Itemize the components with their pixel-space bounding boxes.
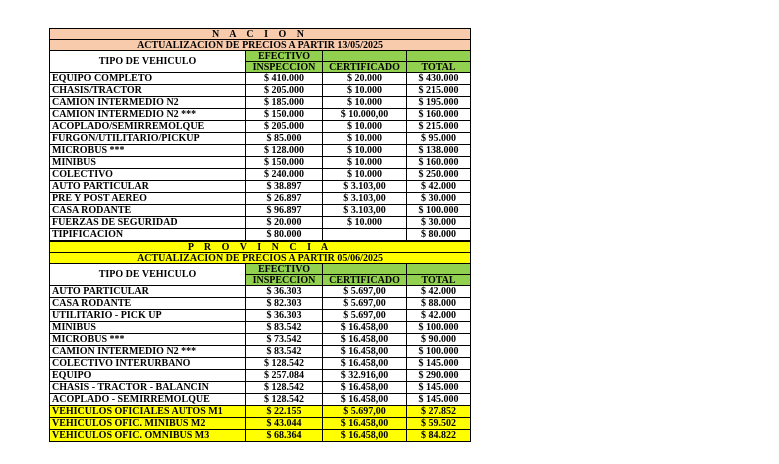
nacion-table-row <box>50 217 471 229</box>
inspeccion-cell: $ 150.000 <box>246 109 323 121</box>
provincia-table-row <box>50 334 471 346</box>
vehicle-cell: FURGON/UTILITARIO/PICKUP <box>50 133 246 145</box>
certificado-cell: $ 32.916,00 <box>323 370 407 382</box>
vehicle-cell: TIPIFICACION <box>50 229 246 241</box>
nacion-vehicle-header: TIPO DE VEHICULO <box>50 51 246 73</box>
inspeccion-cell: $ 26.897 <box>246 193 323 205</box>
vehicle-cell: MICROBUS *** <box>50 145 246 157</box>
inspeccion-cell: $ 73.542 <box>246 334 323 346</box>
total-cell: $ 195.000 <box>407 97 471 109</box>
nacion-subtitle: ACTUALIZACION DE PRECIOS A PARTIR 13/05/2025 <box>50 40 471 51</box>
nacion-table <box>49 28 471 241</box>
total-cell: $ 215.000 <box>407 85 471 97</box>
certificado-cell: $ 10.000 <box>323 157 407 169</box>
nacion-table-row <box>50 145 471 157</box>
inspeccion-cell: $ 128.542 <box>246 358 323 370</box>
inspeccion-cell: $ 82.303 <box>246 298 323 310</box>
price-sheet <box>49 28 470 442</box>
provincia-table-row <box>50 286 471 298</box>
inspeccion-cell: $ 205.000 <box>246 121 323 133</box>
certificado-cell <box>323 229 407 241</box>
vehicle-cell: ACOPLADO/SEMIRREMOLQUE <box>50 121 246 133</box>
total-cell: $ 145.000 <box>407 382 471 394</box>
vehicle-cell: FUERZAS DE SEGURIDAD <box>50 217 246 229</box>
provincia-table-row <box>50 394 471 406</box>
vehicle-cell: VEHICULOS OFIC. MINIBUS M2 <box>50 418 246 430</box>
inspeccion-cell: $ 150.000 <box>246 157 323 169</box>
total-cell: $ 138.000 <box>407 145 471 157</box>
certificado-cell: $ 16.458,00 <box>323 394 407 406</box>
vehicle-cell: CHASIS - TRACTOR - BALANCIN <box>50 382 246 394</box>
total-cell: $ 30.000 <box>407 217 471 229</box>
certificado-cell: $ 16.458,00 <box>323 346 407 358</box>
total-cell: $ 95.000 <box>407 133 471 145</box>
total-cell: $ 42.000 <box>407 181 471 193</box>
total-cell: $ 88.000 <box>407 298 471 310</box>
vehicle-cell: VEHICULOS OFIC. OMNIBUS M3 <box>50 430 246 442</box>
total-cell: $ 430.000 <box>407 73 471 85</box>
provincia-table-row <box>50 346 471 358</box>
certificado-cell: $ 16.458,00 <box>323 334 407 346</box>
certificado-cell: $ 10.000 <box>323 121 407 133</box>
vehicle-cell: CHASIS/TRACTOR <box>50 85 246 97</box>
nacion-table-row <box>50 193 471 205</box>
total-cell: $ 59.502 <box>407 418 471 430</box>
inspeccion-cell: $ 83.542 <box>246 346 323 358</box>
provincia-title: P R O V I N C I A <box>50 242 471 253</box>
vehicle-cell: MICROBUS *** <box>50 334 246 346</box>
certificado-cell: $ 3.103,00 <box>323 205 407 217</box>
certificado-cell: $ 16.458,00 <box>323 382 407 394</box>
nacion-table-row <box>50 169 471 181</box>
total-cell: $ 84.822 <box>407 430 471 442</box>
total-cell: $ 290.000 <box>407 370 471 382</box>
certificado-cell: $ 16.458,00 <box>323 358 407 370</box>
inspeccion-cell: $ 36.303 <box>246 310 323 322</box>
nacion-inspeccion-header: INSPECCION <box>246 62 323 73</box>
certificado-cell: $ 5.697,00 <box>323 310 407 322</box>
nacion-certificado-header: CERTIFICADO <box>323 62 407 73</box>
nacion-table-row <box>50 205 471 217</box>
inspeccion-cell: $ 80.000 <box>246 229 323 241</box>
inspeccion-cell: $ 410.000 <box>246 73 323 85</box>
certificado-cell: $ 20.000 <box>323 73 407 85</box>
total-cell: $ 42.000 <box>407 310 471 322</box>
vehicle-cell: CASA RODANTE <box>50 205 246 217</box>
total-cell: $ 145.000 <box>407 358 471 370</box>
vehicle-cell: VEHICULOS OFICIALES AUTOS M1 <box>50 406 246 418</box>
inspeccion-cell: $ 85.000 <box>246 133 323 145</box>
inspeccion-cell: $ 257.084 <box>246 370 323 382</box>
inspeccion-cell: $ 38.897 <box>246 181 323 193</box>
nacion-total-header: TOTAL <box>407 62 471 73</box>
nacion-table-row <box>50 85 471 97</box>
nacion-table-row <box>50 157 471 169</box>
certificado-cell: $ 10.000 <box>323 133 407 145</box>
inspeccion-cell: $ 96.897 <box>246 205 323 217</box>
certificado-cell: $ 16.458,00 <box>323 430 407 442</box>
vehicle-cell: CASA RODANTE <box>50 298 246 310</box>
certificado-cell: $ 5.697,00 <box>323 298 407 310</box>
provincia-table-row <box>50 298 471 310</box>
total-cell: $ 100.000 <box>407 346 471 358</box>
provincia-table-row <box>50 418 471 430</box>
total-cell: $ 160.000 <box>407 157 471 169</box>
inspeccion-cell: $ 205.000 <box>246 85 323 97</box>
vehicle-cell: PRE Y POST AEREO <box>50 193 246 205</box>
inspeccion-cell: $ 128.542 <box>246 382 323 394</box>
provincia-inspeccion-header: INSPECCION <box>246 275 323 286</box>
total-cell: $ 90.000 <box>407 334 471 346</box>
nacion-title: N A C I O N <box>50 29 471 40</box>
provincia-table-row <box>50 430 471 442</box>
nacion-table-row <box>50 121 471 133</box>
provincia-table-row <box>50 382 471 394</box>
inspeccion-cell: $ 43.044 <box>246 418 323 430</box>
provincia-table-row <box>50 322 471 334</box>
certificado-cell: $ 10.000 <box>323 169 407 181</box>
vehicle-cell: COLECTIVO INTERURBANO <box>50 358 246 370</box>
inspeccion-cell: $ 128.000 <box>246 145 323 157</box>
total-cell: $ 250.000 <box>407 169 471 181</box>
vehicle-cell: EQUIPO <box>50 370 246 382</box>
certificado-cell: $ 16.458,00 <box>323 322 407 334</box>
certificado-cell: $ 10.000 <box>323 145 407 157</box>
total-cell: $ 42.000 <box>407 286 471 298</box>
total-cell: $ 145.000 <box>407 394 471 406</box>
vehicle-cell: MINIBUS <box>50 157 246 169</box>
vehicle-cell: ACOPLADO - SEMIRREMOLQUE <box>50 394 246 406</box>
nacion-table-row <box>50 229 471 241</box>
inspeccion-cell: $ 240.000 <box>246 169 323 181</box>
certificado-cell: $ 3.103,00 <box>323 181 407 193</box>
vehicle-cell: AUTO PARTICULAR <box>50 286 246 298</box>
certificado-cell: $ 10.000 <box>323 97 407 109</box>
certificado-cell: $ 3.103,00 <box>323 193 407 205</box>
total-cell: $ 80.000 <box>407 229 471 241</box>
vehicle-cell: CAMION INTERMEDIO N2 *** <box>50 346 246 358</box>
inspeccion-cell: $ 20.000 <box>246 217 323 229</box>
nacion-table-row <box>50 97 471 109</box>
total-cell: $ 215.000 <box>407 121 471 133</box>
total-cell: $ 160.000 <box>407 109 471 121</box>
certificado-cell: $ 5.697,00 <box>323 286 407 298</box>
provincia-vehicle-header: TIPO DE VEHICULO <box>50 264 246 286</box>
inspeccion-cell: $ 185.000 <box>246 97 323 109</box>
total-cell: $ 27.852 <box>407 406 471 418</box>
inspeccion-cell: $ 36.303 <box>246 286 323 298</box>
provincia-subtitle: ACTUALIZACION DE PRECIOS A PARTIR 05/06/2025 <box>50 253 471 264</box>
inspeccion-cell: $ 68.364 <box>246 430 323 442</box>
certificado-cell: $ 10.000 <box>323 85 407 97</box>
provincia-table-row <box>50 358 471 370</box>
total-cell: $ 100.000 <box>407 205 471 217</box>
nacion-table-row <box>50 109 471 121</box>
total-cell: $ 100.000 <box>407 322 471 334</box>
total-cell: $ 30.000 <box>407 193 471 205</box>
certificado-cell: $ 10.000 <box>323 217 407 229</box>
provincia-total-header: TOTAL <box>407 275 471 286</box>
provincia-table <box>49 241 471 442</box>
inspeccion-cell: $ 128.542 <box>246 394 323 406</box>
nacion-table-row <box>50 133 471 145</box>
inspeccion-cell: $ 83.542 <box>246 322 323 334</box>
vehicle-cell: EQUIPO COMPLETO <box>50 73 246 85</box>
provincia-certificado-header: CERTIFICADO <box>323 275 407 286</box>
nacion-table-row <box>50 181 471 193</box>
vehicle-cell: CAMION INTERMEDIO N2 <box>50 97 246 109</box>
inspeccion-cell: $ 22.155 <box>246 406 323 418</box>
provincia-efectivo-header: EFECTIVO <box>246 264 323 275</box>
provincia-table-row <box>50 406 471 418</box>
certificado-cell: $ 16.458,00 <box>323 418 407 430</box>
vehicle-cell: CAMION INTERMEDIO N2 *** <box>50 109 246 121</box>
provincia-table-row <box>50 310 471 322</box>
certificado-cell: $ 5.697,00 <box>323 406 407 418</box>
certificado-cell: $ 10.000,00 <box>323 109 407 121</box>
vehicle-cell: AUTO PARTICULAR <box>50 181 246 193</box>
vehicle-cell: UTILITARIO - PICK UP <box>50 310 246 322</box>
nacion-efectivo-header: EFECTIVO <box>246 51 323 62</box>
nacion-table-row <box>50 73 471 85</box>
vehicle-cell: MINIBUS <box>50 322 246 334</box>
vehicle-cell: COLECTIVO <box>50 169 246 181</box>
provincia-table-row <box>50 370 471 382</box>
